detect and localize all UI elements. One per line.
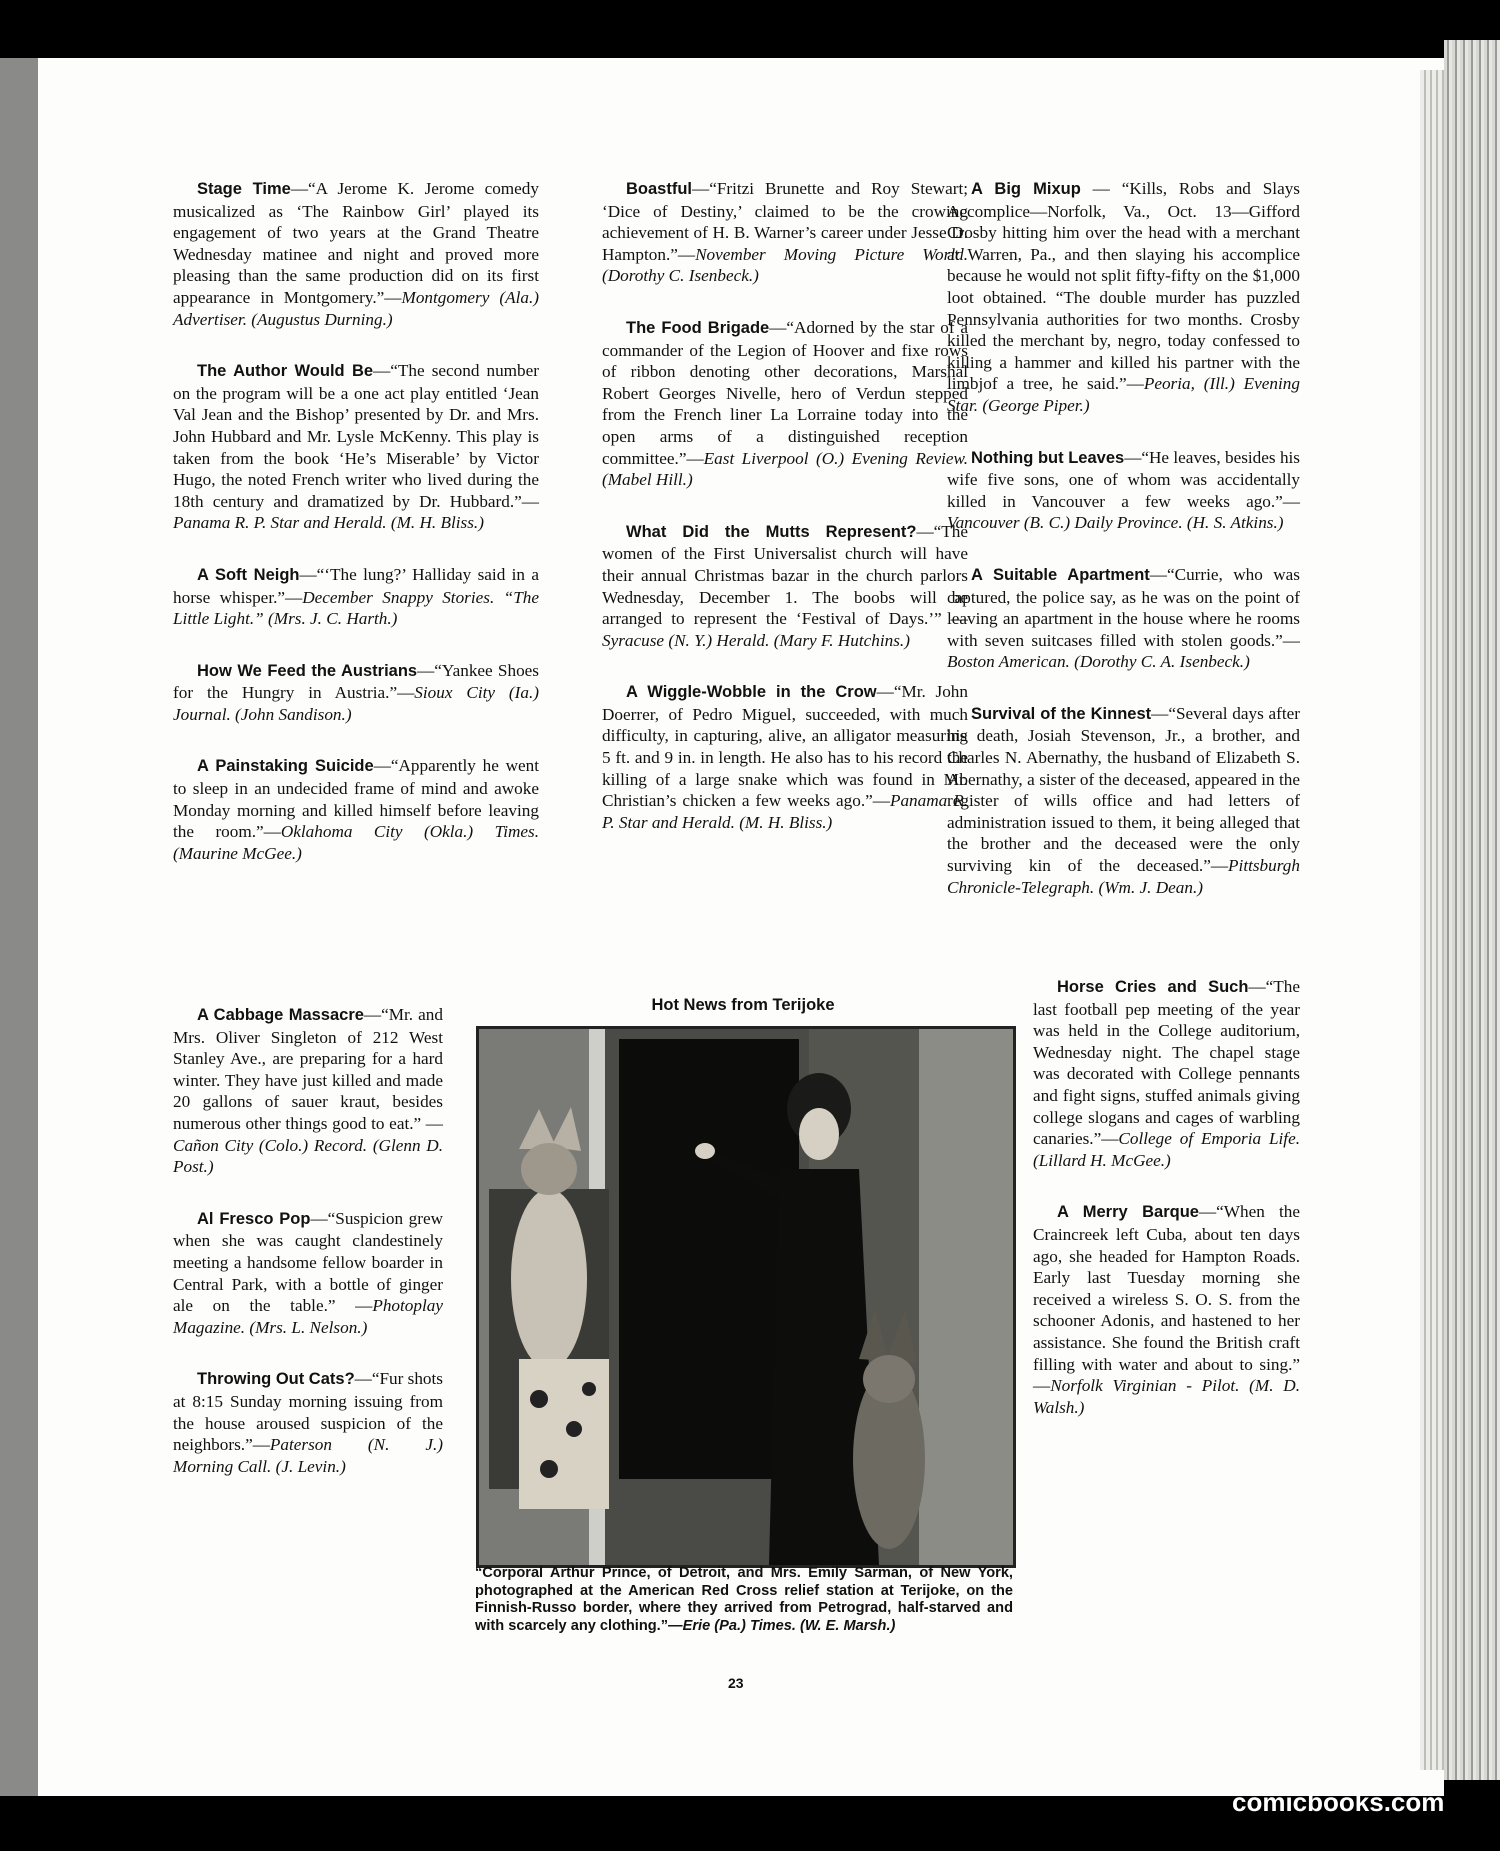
item-citation: Montgomery (Ala.) Advertiser. (Augustus Durning.)	[173, 287, 539, 329]
item-citation: Cañon City (Colo.) Record. (Glenn D. Post.)	[173, 1135, 443, 1177]
photo-caption	[475, 1565, 1013, 1635]
item-citation: Oklahoma City (Okla.) Times. (Maurine McGee.)	[173, 822, 539, 863]
item-text: —“‘The lung?’ Halliday said in a horse whisper.”—	[173, 564, 539, 607]
item-column3-3	[947, 703, 1300, 898]
item-column1-1	[173, 360, 539, 534]
item-column2-3	[602, 681, 968, 833]
item-citation: Paterson (N. J.) Morning Call. (J. Levin.)	[173, 1435, 443, 1476]
item-citation: Norfolk Virginian - Pilot. (M. D. Walsh.)	[1033, 1376, 1300, 1417]
item-citation: Boston American. (Dorothy C. A. Isenbeck.)	[947, 652, 1250, 672]
item-text: —“A Jerome K. Jerome comedy musicalized as ‘The Rainbow Girl’ played its engagement of two years at the Grand Theatre Wednesday matinee and night and proved more pleasing than the same production did on its first appearance in Montgomery.”—	[173, 179, 539, 307]
item-text: —“Apparently he went to sleep in an undecided frame of mind and awoke Monday morning and killed himself before leaving the room.”—	[173, 756, 539, 842]
item-citation: Vancouver (B. C.) Daily Province. (H. S. Atkins.)	[947, 513, 1284, 533]
book-spine	[0, 58, 38, 1796]
item-column3-0	[947, 178, 1300, 417]
item-citation: Pittsburgh Chronicle-Telegraph. (Wm. J. Dean.)	[947, 856, 1300, 897]
item-heading: A Cabbage Massacre	[197, 1006, 364, 1024]
item-heading: Horse Cries and Such	[1057, 978, 1249, 996]
column-1	[173, 178, 539, 894]
item-column1-4	[173, 755, 539, 864]
item-text: —“Mr. John Doerrer, of Pedro Miguel, succeeded, with much difficulty, in capturing, alive, an alligator measuring 5 ft. and 9 in. in length. He also has to his record the killing of a large snake which was found in Mr. Christian’s chicken a few weeks ago.”—	[602, 682, 968, 811]
item-heading: What Did the Mutts Represent?	[626, 522, 917, 541]
item-column1-3	[173, 660, 539, 726]
item-text: —“Suspicion grew when she was caught clandestinely meeting a handsome fellow boarder in Central Park, with a bottle of ginger ale on the table.” —	[173, 1208, 443, 1316]
item-heading: Nothing but Leaves	[971, 448, 1125, 467]
item-heading: The Author Would Be	[197, 362, 374, 381]
item-column3-1	[947, 447, 1300, 534]
item-heading: A Painstaking Suicide	[197, 757, 374, 776]
item-citation: Panama R. P. Star and Herald. (M. H. Bliss.)	[602, 791, 968, 832]
item-column2-0	[602, 178, 968, 287]
photo-illustration	[479, 1029, 1013, 1565]
column-2	[602, 178, 968, 863]
item-citation: November Moving Picture World. (Dorothy C. Isenbeck.)	[602, 244, 968, 286]
item-text: —“The last football pep meeting of the year was held in the College auditorium, Wednesday night. The chapel stage was decorated with College pennants and fight signs, stuffed animals giving college slogans and cages of warbling canaries.”—	[1033, 977, 1300, 1149]
item-citation: Syracuse (N. Y.) Herald. (Mary F. Hutchins.)	[602, 630, 910, 650]
item-citation: Sioux City (Ia.) Journal. (John Sandison.)	[173, 683, 539, 724]
column-3	[947, 178, 1300, 928]
item-citation: Panama R. P. Star and Herald. (M. H. Bliss.)	[173, 513, 484, 533]
item-column2-1	[602, 317, 968, 491]
item-heading: A Suitable Apartment	[971, 565, 1150, 584]
photograph	[476, 1026, 1016, 1568]
item-citation: East Liverpool (O.) Evening Review. (Mabel Hill.)	[602, 448, 968, 490]
item-column3b-0	[1033, 976, 1300, 1171]
item-heading: A Big Mixup	[971, 180, 1081, 198]
item-citation: College of Emporia Life. (Lillard H. McGee.)	[1033, 1129, 1300, 1170]
figure-title: Hot News from Terijoke	[651, 996, 835, 1014]
item-text: —“Mr. and Mrs. Oliver Singleton of 212 West Stanley Ave., are preparing for a hard winter. They have just killed and made 20 gallons of sauer kraut, besides numerous other things good to eat.” —	[173, 1005, 443, 1133]
book-edge	[1444, 40, 1500, 1780]
watermark: comicbooks.com	[1232, 1787, 1445, 1817]
page-stack-edge	[1420, 70, 1444, 1770]
item-heading: Throwing Out Cats?	[197, 1370, 355, 1389]
item-column1b-1	[173, 1208, 443, 1339]
caption-citation: Erie (Pa.) Times. (W. E. Marsh.)	[682, 1617, 896, 1634]
item-heading: The Food Brigade	[626, 318, 770, 337]
item-column2-2	[602, 521, 968, 652]
item-column1-2	[173, 564, 539, 630]
item-text: —“Fritzi Brunette and Roy Stewart; ‘Dice of Destiny,’ claimed to be the crowing achievement of H. B. Warner’s career under Jesse D. Hampton.”—	[602, 179, 968, 264]
column-1-lower	[173, 1004, 443, 1507]
page-number: 23	[728, 1675, 744, 1691]
item-text: —“Adorned by the star of a commander of the Legion of Hoover and fixe rows of ribbon denoting other decorations, Marshal Robert Georges Nivelle, hero of Verdun stepped from the French liner La Lorraine today into the open arms of a distinguished reception committee.”—	[602, 317, 969, 468]
item-heading: A Wiggle-Wobble in the Crow	[626, 683, 877, 702]
item-text: —“The women of the First Universalist church will have their annual Christmas bazar in the church parlors Wednesday, December 1. The boobs will be arranged to represent the ‘Festival of Days.’” —	[602, 521, 968, 629]
item-text: — “Kills, Robs and Slays Accomplice—Norfolk, Va., Oct. 13—Gifford Crosby hitting him over the head with a merchant at Warren, Pa., and then slaying his accomplice because he would not split fifty-fifty on the $1,000 loot obtained. “The double murder has puzzled Pennsylvania authorities for two months. Crosby killed the merchant by, negro, today confessed to killing a hammer and killed his partner with the limbjof a tree, he said.”—	[947, 179, 1300, 394]
item-text: —“He leaves, besides his wife five sons, one of whom was accidentally killed in Vancouver a few weeks ago.”—	[947, 447, 1300, 511]
item-citation: Photoplay Magazine. (Mrs. L. Nelson.)	[173, 1296, 443, 1337]
item-text: —“Several days after his death, Josiah Stevenson, Jr., a brother, and Charles N. Abernathy, the husband of Elizabeth S. Abernathy, a sister of the deceased, appeared in the register of wills office and had letters of administration issued to them, it being alleged that the brother and the deceased were the only surviving kin of the deceased.”—	[947, 703, 1300, 876]
item-column1b-2	[173, 1368, 443, 1477]
item-heading: Stage Time	[197, 180, 291, 198]
item-heading: A Soft Neigh	[197, 565, 300, 584]
item-column1-0	[173, 178, 539, 330]
item-citation: December Snappy Stories. “The Little Light.” (Mrs. J. C. Harth.)	[173, 587, 539, 629]
item-text: —“When the Craincreek left Cuba, about ten days ago, she headed for Hampton Roads. Early last Tuesday morning she received a wireless S. O. S. from the schooner Adonis, and hastened to her assistance. She found the British craft filling with water and about to sing.” —	[1033, 1202, 1300, 1396]
caption-text: “Corporal Arthur Prince, of Detroit, and Mrs. Emily Sarman, of New York, photographed at the American Red Cross relief station at Terijoke, on the Finnish-Russo border, where they arrived from Petrograd, half-starved and with scarcely any clothing.”—	[475, 1565, 1013, 1634]
item-text: —“Fur shots at 8:15 Sunday morning issuing from the house aroused suspicion of the neighbors.”—	[173, 1369, 443, 1455]
item-heading: Boastful	[626, 180, 692, 198]
item-column1b-0	[173, 1004, 443, 1178]
item-text: —“The second number on the program will be a one act play entitled ‘Jean Val Jean and the Bishop’ presented by Dr. and Mrs. John Hubbard and Mr. Lysle McKenny. This play is taken from the book ‘He’s Miserable’ by Victor Hugo, the noted French writer who lived during the 18th century and dramatized by Dr. Hubbard.”—	[173, 361, 539, 511]
item-heading: How We Feed the Austrians	[197, 661, 418, 680]
item-heading: Al Fresco Pop	[197, 1209, 311, 1228]
column-3-lower	[1033, 976, 1300, 1448]
item-column3-2	[947, 564, 1300, 673]
item-column3b-1	[1033, 1201, 1300, 1418]
item-text: —“Yankee Shoes for the Hungry in Austria.”—	[173, 660, 539, 703]
item-text: —“Currie, who was captured, the police say, as he was on the point of leaving an apartment in the house where he rooms with seven suitcases filled with stolen goods.”—	[947, 564, 1300, 650]
item-heading: A Merry Barque	[1057, 1203, 1199, 1222]
item-citation: Peoria, (Ill.) Evening Star. (George Piper.)	[947, 374, 1300, 415]
item-heading: Survival of the Kinnest	[971, 704, 1152, 723]
